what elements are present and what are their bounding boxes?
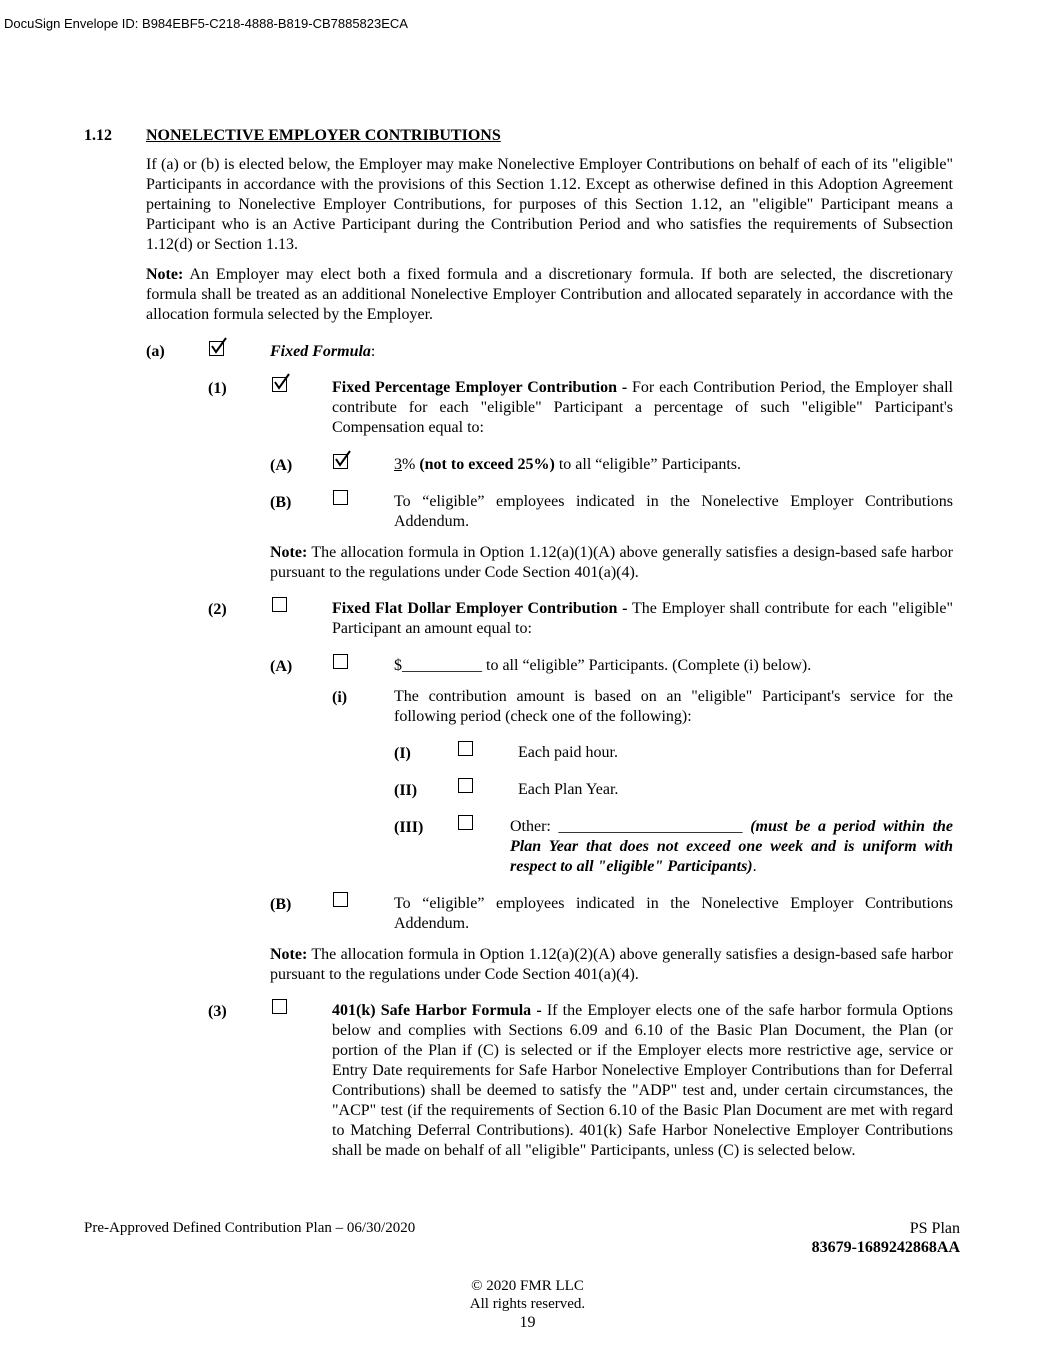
option-II-label: (II) [394,782,418,799]
section-title: NONELECTIVE EMPLOYER CONTRIBUTIONS [146,127,501,144]
footer-rights: All rights reserved. [469,1296,586,1312]
option-2a-text: $__________ to all “eligible” Participants. (Complete (i) below). [394,657,812,674]
option-III-checkbox[interactable] [458,815,473,830]
option-1b-label: (B) [270,494,292,511]
option-2-label: (2) [208,601,227,618]
note-label: Note: [270,946,308,963]
section-intro: If (a) or (b) is elected below, the Employer may make Nonelective Employer Contributions on behalf of each of its "eligible" Participants in accordance with the provisions of this Section 1.12. Except as otherwise defined in this Adoption Agreement pertaining to Nonelective Employer Contributions, for purposes of this Section 1.12, an "eligible" Participant means a Participant who is an Active Participant during the Contribution Period and who satisfies the requirements of Subsection 1.12(d) or Section 1.13. [146,156,953,253]
option-2a-i-label: (i) [332,689,348,706]
option-2a-checkbox[interactable] [333,654,348,669]
note-text: The allocation formula in Option 1.12(a)(2)(A) above generally satisfies a design-based safe harbor pursuant to the regulations under Code Section 401(a)(4). [270,946,953,983]
option-1b-text: To “eligible” employees indicated in the Nonelective Employer Contributions Addendum. [394,493,953,530]
page-number: 19 [519,1314,536,1331]
note-text: The allocation formula in Option 1.12(a)(1)(A) above generally satisfies a design-based safe harbor pursuant to the regulations under Code Section 401(a)(4). [270,544,953,581]
other-requirement: (must be a period within the Plan Year that does not exceed one week and is uniform with respect to all "eligible" Participants) [510,818,954,875]
percent-sign: % [402,456,416,473]
option-2-note [270,945,953,985]
option-1a-description: to all “eligible” Participants. [554,456,742,473]
note-text: An Employer may elect both a fixed formula and a discretionary formula. If both are selected, the discretionary formula shall be treated as an additional Nonelective Employer Contribution and allocated separately in accordance with the allocation formula selected by the Employer. [146,266,953,323]
option-1-description: For each Contribution Period, the Employer shall contribute for each "eligible" Participant a percentage of such "eligible" Participant's Compensation equal to: [332,379,953,436]
option-1a-checkbox[interactable] [333,454,348,469]
option-3-title: 401(k) Safe Harbor Formula - [332,1002,542,1019]
option-2b-text: To “eligible” employees indicated in the Nonelective Employer Contributions Addendum. [394,895,953,932]
option-3-text [332,1001,953,1161]
option-3-label: (3) [208,1003,227,1020]
option-II-checkbox[interactable] [458,778,473,793]
fixed-formula-label: Fixed Formula [270,343,371,360]
footer-plan-name: Pre-Approved Defined Contribution Plan – 06/30/2020 [84,1220,416,1236]
option-3-description: If the Employer elects one of the safe harbor formula Options below and complies with Sections 6.09 and 6.10 of the Basic Plan Document, the Plan (or portion of the Plan if (C) is selected or if the Employer elects more restrictive age, service or Entry Date requirements for Safe Harbor Nonelective Employer Contributions than for Deferral Contributions) shall be deemed to satisfy the "ADP" test and, under certain circumstances, the "ACP" test (if the requirements of Section 6.10 of the Basic Plan Document are met with regard to Matching Deferral Contributions). 401(k) Safe Harbor Nonelective Employer Contributions shall be made on behalf of all "eligible" Participants, unless (C) is selected below. [332,1002,954,1159]
option-1a-label: (A) [270,457,293,474]
option-1-label: (1) [208,380,227,397]
option-3-checkbox[interactable] [272,999,287,1014]
option-1-title: Fixed Percentage Employer Contribution - [332,379,628,396]
max-limit: (not to exceed 25%) [415,456,555,473]
note-label: Note: [270,544,308,561]
colon: : [370,343,376,360]
option-I-checkbox[interactable] [458,741,473,756]
option-III-label: (III) [394,819,424,836]
option-I-label: (I) [394,745,411,762]
option-I-text: Each paid hour. [518,744,618,761]
footer-plan-type: PS Plan [909,1220,960,1237]
percentage-value[interactable]: 3 [394,456,402,473]
option-2-text [332,599,953,639]
option-1b-checkbox[interactable] [333,490,348,505]
checkmark-icon [272,373,292,393]
option-2-description: The Employer shall contribute for each "eligible" Participant an amount equal to: [332,600,953,637]
footer-copyright: © 2020 FMR LLC [471,1278,584,1294]
footer-plan-id: 83679-1689242868AA [811,1239,960,1256]
option-2-checkbox[interactable] [272,597,287,612]
option-III-text [510,817,953,877]
option-2b-checkbox[interactable] [333,892,348,907]
option-a-label: (a) [146,343,165,360]
checkmark-icon [209,337,229,357]
option-a-checkbox[interactable] [209,341,224,356]
period: . [752,858,757,875]
option-1-checkbox[interactable] [272,377,287,392]
envelope-id: DocuSign Envelope ID: B984EBF5-C218-4888-B819-CB7885823ECA [4,16,408,31]
option-2-title: Fixed Flat Dollar Employer Contribution - [332,600,628,617]
checkmark-icon [333,450,353,470]
option-a-title [270,342,375,362]
note-label: Note: [146,266,184,283]
section-number: 1.12 [84,127,112,144]
option-1a-text [394,455,741,475]
option-1-text [332,378,953,438]
option-2a-i-text: The contribution amount is based on an "eligible" Participant's service for the following period (check one of the following): [394,688,953,725]
section-note [146,265,953,325]
other-field[interactable]: Other: _______________________ [510,818,751,835]
option-2b-label: (B) [270,896,292,913]
option-II-text: Each Plan Year. [518,781,619,798]
option-2a-label: (A) [270,658,293,675]
option-1-note [270,543,953,583]
